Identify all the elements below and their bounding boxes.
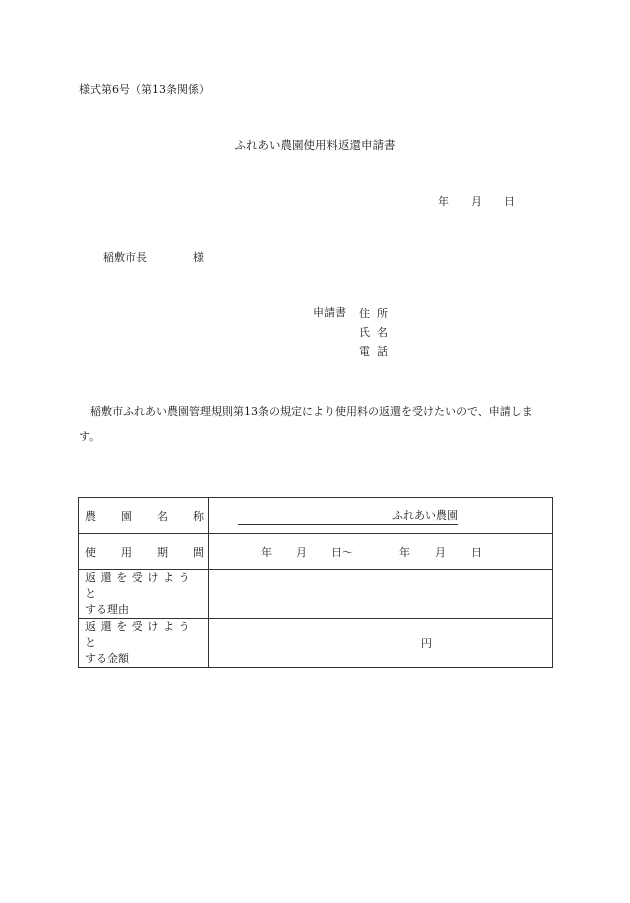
table-row-farm-name <box>79 498 553 534</box>
application-table <box>78 497 553 668</box>
addressee-name: 稲敷市長 <box>103 251 147 264</box>
applicant-name-label: 氏名 <box>359 326 395 339</box>
period-cell[interactable] <box>209 534 553 570</box>
applicant-phone-label: 電話 <box>359 345 395 358</box>
period-end-day: 日 <box>471 545 482 559</box>
reason-label: 返還を受けようと する理由 <box>79 570 209 619</box>
period-end-month: 月 <box>435 545 446 559</box>
applicant-heading: 申請書 <box>313 306 346 319</box>
table-row-amount <box>79 619 553 668</box>
table-row-period <box>79 534 553 570</box>
farm-name-label: 農 園 名 称 <box>79 498 209 534</box>
document-title: ふれあい農園使用料返還申請書 <box>234 138 396 152</box>
applicant-name-row <box>359 323 395 342</box>
farm-name-cell[interactable] <box>209 498 553 534</box>
amount-unit: 円 <box>421 637 432 650</box>
period-end-year: 年 <box>399 545 410 559</box>
addressee-honorific: 様 <box>193 251 204 264</box>
applicant-fields <box>359 304 395 361</box>
amount-label: 返還を受けようと する金額 <box>79 619 209 668</box>
period-start-month: 月 <box>296 545 307 559</box>
period-start-year: 年 <box>261 545 272 559</box>
reason-cell[interactable] <box>209 570 553 619</box>
date-day-label: 日 <box>504 195 515 208</box>
addressee <box>103 249 204 265</box>
date-line <box>438 193 515 209</box>
applicant-address-label: 住所 <box>359 307 395 320</box>
period-value <box>261 544 552 560</box>
farm-name-value: ふれあい農園 <box>238 507 458 525</box>
applicant-phone-row <box>359 342 395 361</box>
table-row-reason <box>79 570 553 619</box>
date-year-label: 年 <box>438 195 449 208</box>
application-statement: 稲敷市ふれあい農園管理規則第13条の規定により使用料の返還を受けたいので、申請します。 <box>79 405 533 443</box>
amount-cell[interactable] <box>209 619 553 668</box>
period-start-day: 日〜 <box>331 545 353 559</box>
applicant-address-row <box>359 304 395 323</box>
form-number: 様式第6号（第13条関係） <box>79 83 210 96</box>
period-label: 使 用 期 間 <box>79 534 209 570</box>
date-month-label: 月 <box>471 195 482 208</box>
